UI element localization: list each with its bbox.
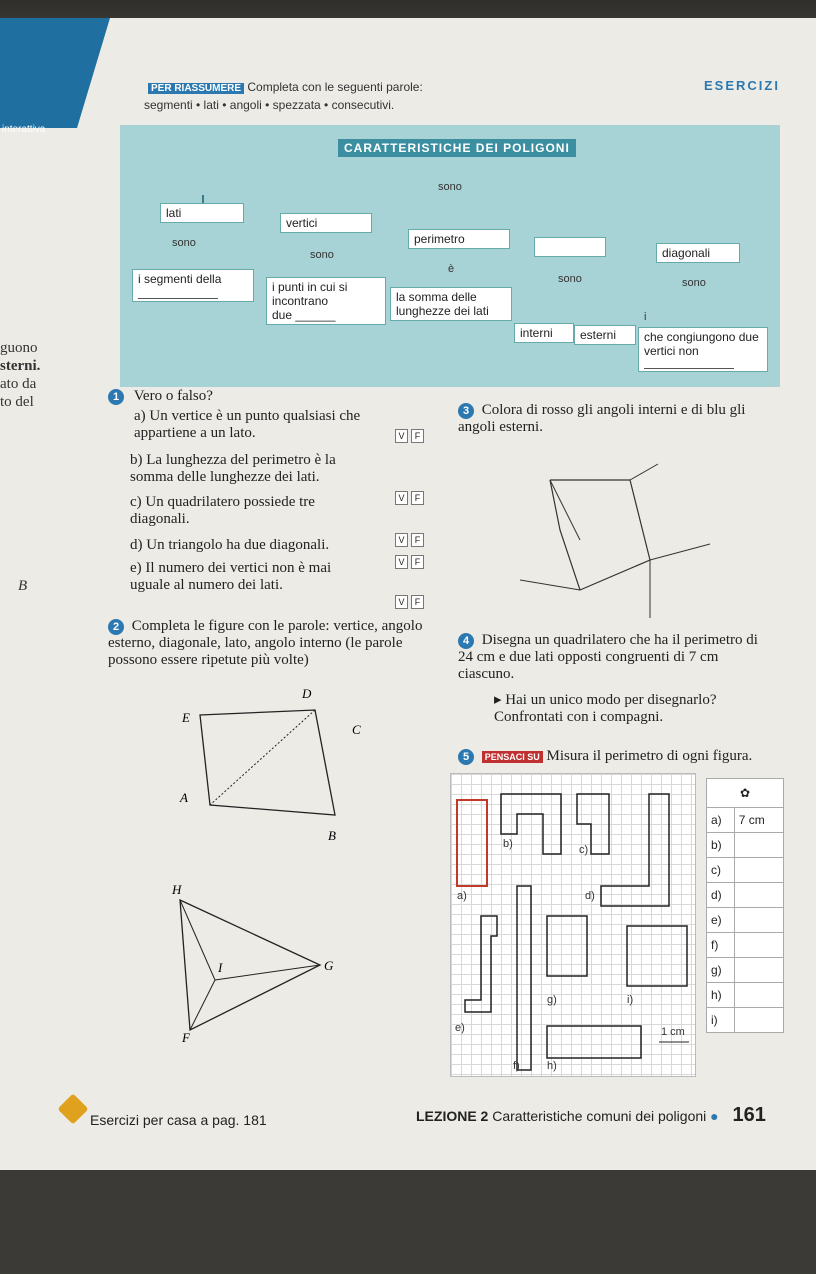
triangle-shape bbox=[180, 900, 320, 1030]
arrow bbox=[202, 195, 204, 203]
quadrilateral-shape bbox=[200, 710, 335, 815]
vertex-label-g: G bbox=[324, 958, 334, 973]
diagonali-sono: sono bbox=[682, 277, 706, 289]
exercise-1-heading: Vero o falso? bbox=[133, 388, 213, 404]
table-row bbox=[707, 833, 784, 858]
v-box[interactable]: V bbox=[395, 555, 408, 569]
blank-sono: sono bbox=[558, 273, 582, 285]
vf-d bbox=[392, 552, 424, 570]
box-vertici: vertici bbox=[280, 213, 372, 233]
vf-c bbox=[392, 530, 424, 548]
fig-label-b: b) bbox=[503, 838, 513, 850]
concept-map-title: CARATTERISTICHE DEI POLIGONI bbox=[338, 139, 576, 157]
word-list: segmenti • lati • angoli • spezzata • consecutivi. bbox=[144, 98, 395, 112]
exercise-4-sub-text: Hai un unico modo per disegnarlo? Confrontati con i compagni. bbox=[494, 692, 717, 725]
exercise-4 bbox=[458, 632, 776, 683]
vf-b bbox=[392, 488, 424, 506]
box-perimetro: perimetro bbox=[408, 229, 510, 249]
vertex-label-c: C bbox=[352, 722, 361, 737]
box-diagonali: diagonali bbox=[656, 243, 740, 263]
due-text: due bbox=[272, 308, 293, 322]
exercise-2 bbox=[108, 618, 426, 669]
perimeter-table bbox=[706, 778, 784, 1033]
vf-a bbox=[392, 426, 424, 444]
figure-i bbox=[627, 926, 687, 986]
fig-label-c: c) bbox=[579, 844, 589, 856]
row-label: b) bbox=[707, 833, 735, 858]
perimetro-e: è bbox=[448, 263, 455, 275]
riassumere-badge: PER RIASSUMERE bbox=[148, 83, 244, 94]
section-title: ESERCIZI bbox=[704, 78, 780, 93]
exercise-3 bbox=[458, 402, 778, 436]
table-row bbox=[707, 983, 784, 1008]
table-row bbox=[707, 958, 784, 983]
box-congiungono bbox=[638, 327, 768, 372]
exercise-2-figures bbox=[120, 680, 420, 1080]
figure-g bbox=[547, 916, 587, 976]
fig-label-d: d) bbox=[585, 890, 595, 902]
v-box[interactable]: V bbox=[395, 491, 408, 505]
exercise-4-number: 4 bbox=[458, 633, 474, 649]
exercise-1-title bbox=[108, 388, 213, 405]
unit-label: 1 cm bbox=[661, 1026, 685, 1038]
v-box[interactable]: V bbox=[395, 533, 408, 547]
riassumere-text: Completa con le seguenti parole: bbox=[247, 80, 423, 94]
fig-label-f: f) bbox=[513, 1060, 520, 1072]
margin-text-1: guono bbox=[0, 340, 38, 356]
row-label: f) bbox=[707, 933, 735, 958]
row-value[interactable] bbox=[734, 1008, 783, 1033]
row-value[interactable] bbox=[734, 958, 783, 983]
row-value[interactable] bbox=[734, 983, 783, 1008]
margin-text-4: to del bbox=[0, 394, 34, 410]
v-box[interactable]: V bbox=[395, 595, 408, 609]
figure-f bbox=[517, 886, 531, 1070]
table-row bbox=[707, 1008, 784, 1033]
row-label: c) bbox=[707, 858, 735, 883]
row-value[interactable] bbox=[734, 858, 783, 883]
exercise-4-text: Disegna un quadrilatero che ha il perimetro di 24 cm e due lati opposti congruenti di 7 cm ciascuno. bbox=[458, 632, 758, 682]
exercise-5-number: 5 bbox=[458, 749, 474, 765]
fig-label-h: h) bbox=[547, 1060, 557, 1072]
lesson-number: LEZIONE 2 bbox=[416, 1108, 489, 1124]
vertex-label-h: H bbox=[172, 882, 182, 897]
lati-sono: sono bbox=[172, 237, 196, 249]
f-box[interactable]: F bbox=[411, 491, 424, 505]
extension-line bbox=[630, 464, 658, 480]
f-box[interactable]: F bbox=[411, 533, 424, 547]
vf-e bbox=[392, 592, 424, 610]
margin-text-2: sterni. bbox=[0, 358, 41, 374]
blank-line bbox=[138, 286, 218, 299]
vertex-label-d: D bbox=[302, 686, 312, 701]
box-interni: interni bbox=[514, 323, 574, 343]
vertex-label-b: B bbox=[328, 828, 336, 843]
exercise-2-number: 2 bbox=[108, 619, 124, 635]
footer-lesson bbox=[416, 1104, 766, 1127]
grid-figures bbox=[451, 774, 695, 1076]
box-esterni: esterni bbox=[574, 325, 636, 345]
pensaci-badge: PENSACI SU bbox=[482, 751, 543, 763]
pentagon-lines bbox=[550, 480, 650, 590]
f-box[interactable]: F bbox=[411, 429, 424, 443]
exercise-1-d: d) Un triangolo ha due diagonali. bbox=[130, 537, 330, 553]
pentagon-figure bbox=[520, 460, 720, 620]
figure-a bbox=[457, 800, 487, 886]
vertex-label-f: F bbox=[182, 1030, 190, 1045]
f-box[interactable]: F bbox=[411, 595, 424, 609]
concept-i: i bbox=[644, 311, 647, 323]
interattiva-label: interattiva bbox=[2, 124, 46, 135]
fig-label-e: e) bbox=[455, 1022, 465, 1034]
exercise-3-text: Colora di rosso gli angoli interni e di blu gli angoli esterni. bbox=[458, 402, 746, 435]
fig-label-a: a) bbox=[457, 890, 467, 902]
punti-text: i punti in cui si incontrano bbox=[272, 280, 348, 308]
extension-line bbox=[650, 544, 710, 560]
exercise-3-number: 3 bbox=[458, 403, 474, 419]
row-value[interactable] bbox=[734, 883, 783, 908]
page-number: 161 bbox=[732, 1104, 766, 1126]
extension-line bbox=[520, 580, 580, 590]
vertex-label-a: A bbox=[180, 790, 188, 805]
row-value[interactable]: 7 cm bbox=[734, 808, 783, 833]
extension-line bbox=[550, 480, 580, 540]
f-box[interactable]: F bbox=[411, 555, 424, 569]
row-label: i) bbox=[707, 1008, 735, 1033]
vertici-sono: sono bbox=[310, 249, 334, 261]
inner-line bbox=[190, 980, 215, 1030]
segmenti-text: i segmenti della bbox=[138, 272, 222, 286]
figure-d bbox=[601, 794, 669, 906]
box-blank bbox=[534, 237, 606, 257]
row-value[interactable] bbox=[734, 833, 783, 858]
fig-label-g: g) bbox=[547, 994, 557, 1006]
vertex-label-i: I bbox=[218, 960, 223, 975]
row-value[interactable] bbox=[734, 908, 783, 933]
exercise-1-b: b) La lunghezza del perimetro è la somma delle lunghezze dei lati. bbox=[130, 452, 336, 485]
v-box[interactable]: V bbox=[395, 429, 408, 443]
margin-text-3: ato da bbox=[0, 376, 37, 392]
table-row bbox=[707, 808, 784, 833]
diagonal-line bbox=[210, 710, 315, 805]
table-header-icon: ✿ bbox=[707, 779, 784, 808]
homework-note: Esercizi per casa a pag. 181 bbox=[90, 1112, 267, 1128]
box-segmenti bbox=[132, 269, 254, 302]
exercise-4-sub: ▸ Hai un unico modo per disegnarlo? Confrontati con i compagni. bbox=[494, 692, 717, 725]
table-row bbox=[707, 858, 784, 883]
exercise-1-c: c) Un quadrilatero possiede tre diagonali. bbox=[130, 494, 315, 527]
exercise-1-a: a) Un vertice è un punto qualsiasi che appartiene a un lato. bbox=[134, 408, 361, 441]
bullet-icon: ● bbox=[710, 1108, 719, 1124]
row-label: a) bbox=[707, 808, 735, 833]
table-row bbox=[707, 908, 784, 933]
riassumere-instruction bbox=[148, 80, 423, 94]
row-label: h) bbox=[707, 983, 735, 1008]
figure-h bbox=[547, 1026, 641, 1058]
exercise-1-number: 1 bbox=[108, 389, 124, 405]
row-value[interactable] bbox=[734, 933, 783, 958]
blank-line bbox=[644, 358, 734, 369]
box-somma: la somma delle lunghezze dei lati bbox=[390, 287, 512, 321]
row-label: e) bbox=[707, 908, 735, 933]
exercise-2-text: Completa le figure con le parole: vertice, angolo esterno, diagonale, lato, angolo interno (le parole possono essere ripetute più volte) bbox=[108, 618, 423, 668]
row-label: g) bbox=[707, 958, 735, 983]
exercise-5-text: Misura il perimetro di ogni figura. bbox=[546, 748, 753, 764]
figure-e bbox=[465, 916, 497, 1012]
concept-map bbox=[120, 125, 780, 387]
exercise-1-e: e) Il numero dei vertici non è mai uguale al numero dei lati. bbox=[130, 560, 332, 593]
box-lati: lati bbox=[160, 203, 244, 223]
box-punti: i punti in cui si incontrano due ______ bbox=[266, 277, 386, 325]
row-label: d) bbox=[707, 883, 735, 908]
measurement-grid bbox=[450, 773, 696, 1077]
fig-label-i: i) bbox=[627, 994, 634, 1006]
table-row bbox=[707, 933, 784, 958]
exercise-5 bbox=[458, 748, 788, 766]
vertex-label-e: E bbox=[182, 710, 190, 725]
margin-text-5: B bbox=[18, 578, 28, 594]
table-row bbox=[707, 883, 784, 908]
lesson-title: Caratteristiche comuni dei poligoni bbox=[492, 1108, 707, 1124]
congiungono-text: che congiungono due vertici non bbox=[644, 330, 759, 358]
concept-sono: sono bbox=[438, 181, 462, 193]
